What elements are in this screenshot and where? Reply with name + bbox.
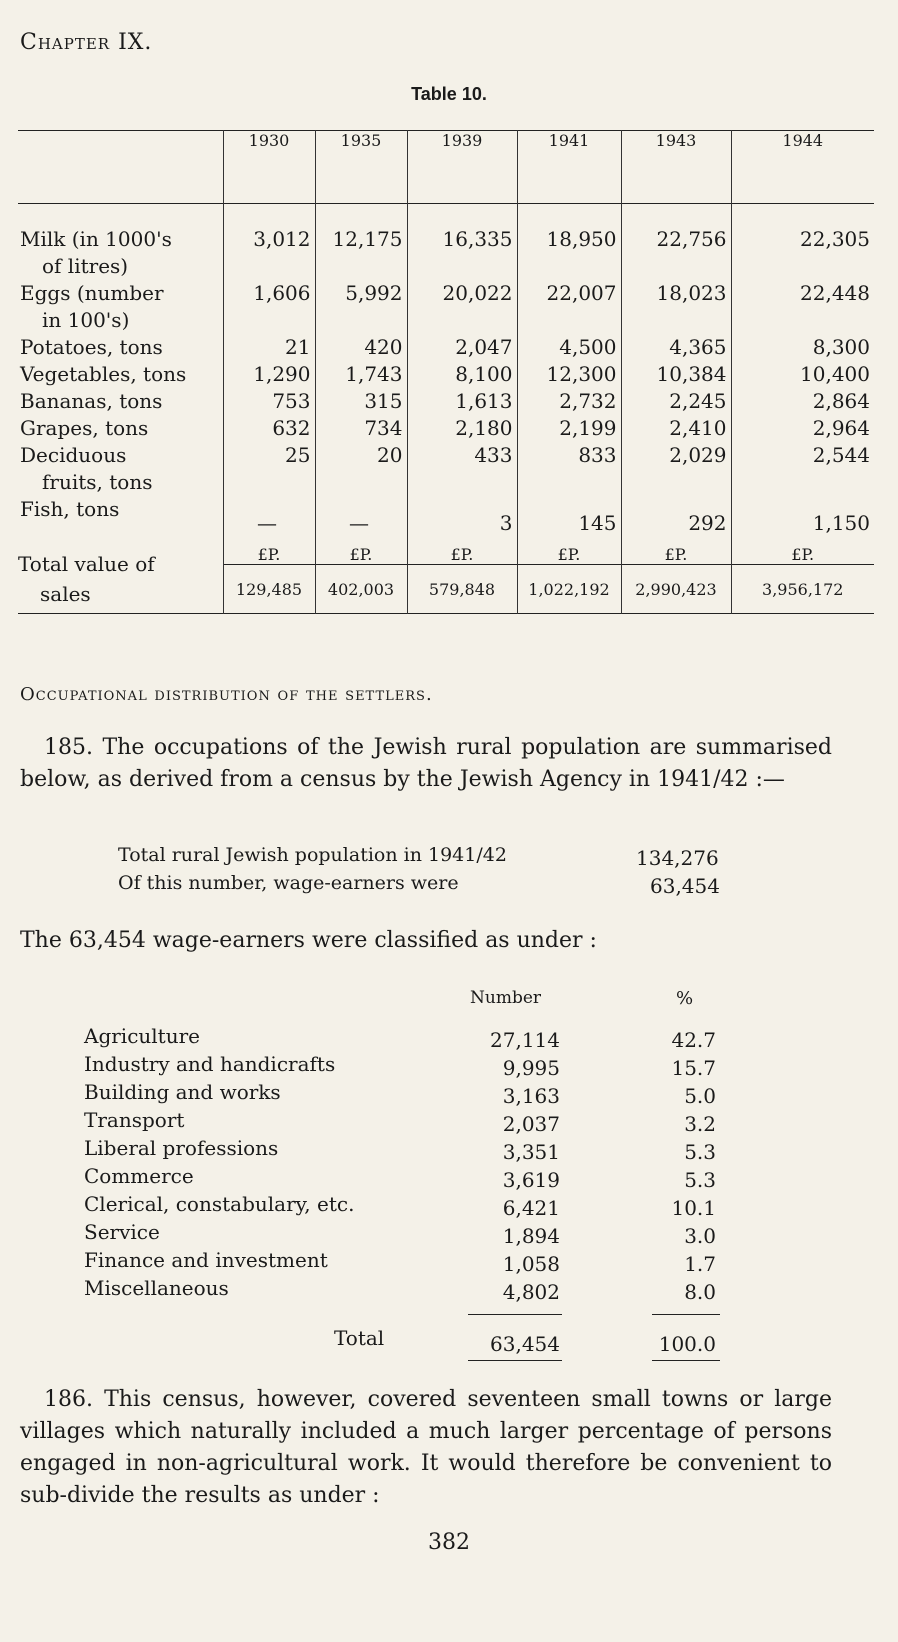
table-cell: 1,613 — [407, 388, 517, 415]
table-cell: 292 — [621, 496, 731, 545]
table-cell: 833 — [517, 442, 621, 496]
table-cell: 2,245 — [621, 388, 731, 415]
table-cell: — — [223, 496, 315, 545]
occupation-percent: 8.0 — [684, 1280, 716, 1304]
currency-row — [18, 545, 874, 565]
table-cell: 20,022 — [407, 280, 517, 334]
occupation-name: Miscellaneous — [84, 1276, 229, 1300]
section-heading: Occupational distribution of the settlers. — [20, 684, 433, 705]
occupation-total-label: Total — [334, 1326, 385, 1350]
occupation-number: 1,058 — [502, 1252, 560, 1276]
row-label: Eggs (number in 100's) — [20, 281, 164, 332]
occupation-percent: 1.7 — [684, 1252, 716, 1276]
table-cell: 420 — [315, 334, 407, 361]
year-header: 1943 — [621, 131, 731, 204]
table-row — [18, 361, 874, 388]
year-header: 1930 — [223, 131, 315, 204]
occupation-number: 3,163 — [502, 1084, 560, 1108]
occupation-percent: 5.0 — [684, 1084, 716, 1108]
table-cell: 734 — [315, 415, 407, 442]
table-cell: 22,305 — [731, 204, 874, 281]
occupation-name: Transport — [84, 1108, 185, 1132]
total-cell: 402,003 — [315, 565, 407, 614]
occupation-total-number: 63,454 — [490, 1332, 560, 1356]
occupation-name: Service — [84, 1220, 160, 1244]
total-underline — [652, 1360, 720, 1361]
table-cell: 4,365 — [621, 334, 731, 361]
table-cell: 22,756 — [621, 204, 731, 281]
table-cell: 2,732 — [517, 388, 621, 415]
population-total-value: 134,276 — [636, 846, 719, 870]
occupation-total-percent: 100.0 — [658, 1332, 716, 1356]
table-cell: 1,606 — [223, 280, 315, 334]
wage-earners-label: Of this number, wage-earners were — [118, 872, 459, 894]
occupation-name: Industry and handicrafts — [84, 1052, 336, 1076]
wage-earners-value: 63,454 — [650, 874, 720, 898]
total-cell: 1,022,192 — [517, 565, 621, 614]
total-label: Total value of sales — [18, 552, 155, 606]
occupation-number: 3,619 — [502, 1168, 560, 1192]
sum-rule — [468, 1314, 562, 1315]
occupation-name: Clerical, constabulary, etc. — [84, 1192, 355, 1216]
currency-cell: £P. — [407, 545, 517, 565]
row-label: Grapes, tons — [20, 416, 149, 440]
table-cell: 1,743 — [315, 361, 407, 388]
chapter-heading: Chapter IX. — [20, 30, 153, 55]
table-cell: 2,180 — [407, 415, 517, 442]
table-cell: 753 — [223, 388, 315, 415]
table-header-row — [18, 131, 874, 204]
table-row — [18, 334, 874, 361]
production-table — [18, 130, 874, 614]
occupation-percent: 3.0 — [684, 1224, 716, 1248]
occupation-number: 6,421 — [502, 1196, 560, 1220]
table-cell: 20 — [315, 442, 407, 496]
occupation-percent: 10.1 — [671, 1196, 716, 1220]
table-cell: 8,100 — [407, 361, 517, 388]
total-cell: 2,990,423 — [621, 565, 731, 614]
table-cell: — — [315, 496, 407, 545]
row-label: Potatoes, tons — [20, 335, 163, 359]
currency-cell: £P. — [731, 545, 874, 565]
table-cell: 22,448 — [731, 280, 874, 334]
row-label: Vegetables, tons — [20, 362, 187, 386]
table-cell: 12,300 — [517, 361, 621, 388]
table-cell: 5,992 — [315, 280, 407, 334]
occupation-name: Finance and investment — [84, 1248, 328, 1272]
table-cell: 4,500 — [517, 334, 621, 361]
occupation-name: Liberal professions — [84, 1136, 279, 1160]
table-cell: 2,410 — [621, 415, 731, 442]
occupation-number: 4,802 — [502, 1280, 560, 1304]
population-total-label: Total rural Jewish population in 1941/42 — [118, 844, 507, 866]
currency-cell: £P. — [621, 545, 731, 565]
table-cell: 12,175 — [315, 204, 407, 281]
table-cell: 8,300 — [731, 334, 874, 361]
table-cell: 2,199 — [517, 415, 621, 442]
currency-cell: £P. — [315, 545, 407, 565]
paragraph-185: 185. The occupations of the Jewish rural population are summarised below, as derived from a census by the Jewish Agency in 1941/42 :— — [20, 735, 832, 792]
column-header-percent: % — [676, 988, 694, 1009]
occupation-percent: 5.3 — [684, 1140, 716, 1164]
occupation-percent: 3.2 — [684, 1112, 716, 1136]
table-row — [18, 388, 874, 415]
table-cell: 3 — [407, 496, 517, 545]
table-cell: 315 — [315, 388, 407, 415]
row-label: Deciduous fruits, tons — [20, 443, 153, 494]
table-row — [18, 442, 874, 496]
total-underline — [468, 1360, 562, 1361]
currency-cell: £P. — [223, 545, 315, 565]
occupation-number: 9,995 — [502, 1056, 560, 1080]
table-row — [18, 280, 874, 334]
paragraph-186: 186. This census, however, covered seventeen small towns or large villages which naturally included a much larger percentage of persons engaged in non-agricultural work. It would therefore be convenient to sub-divide the results as under : — [20, 1387, 832, 1508]
header-blank — [18, 131, 223, 204]
table-cell: 1,290 — [223, 361, 315, 388]
table-cell: 16,335 — [407, 204, 517, 281]
occupation-percent: 5.3 — [684, 1168, 716, 1192]
occupation-number: 1,894 — [502, 1224, 560, 1248]
sum-rule — [652, 1314, 720, 1315]
occupation-number: 2,037 — [502, 1112, 560, 1136]
row-label: Milk (in 1000's of litres) — [20, 227, 172, 278]
classified-intro: The 63,454 wage-earners were classified as under : — [20, 928, 597, 953]
total-cell: 3,956,172 — [731, 565, 874, 614]
currency-cell: £P. — [517, 545, 621, 565]
total-cell: 129,485 — [223, 565, 315, 614]
occupation-number: 27,114 — [490, 1028, 560, 1052]
table-title: Table 10. — [411, 84, 487, 104]
row-label: Fish, tons — [20, 497, 120, 521]
table-cell: 632 — [223, 415, 315, 442]
table-cell: 21 — [223, 334, 315, 361]
table-cell: 25 — [223, 442, 315, 496]
table-row — [18, 496, 874, 545]
table-row — [18, 204, 874, 281]
table-cell: 18,023 — [621, 280, 731, 334]
occupation-percent: 15.7 — [671, 1056, 716, 1080]
table-cell: 2,047 — [407, 334, 517, 361]
year-header: 1935 — [315, 131, 407, 204]
table-cell: 433 — [407, 442, 517, 496]
total-cell: 579,848 — [407, 565, 517, 614]
table-cell: 22,007 — [517, 280, 621, 334]
year-header: 1939 — [407, 131, 517, 204]
year-header: 1941 — [517, 131, 621, 204]
table-cell: 2,864 — [731, 388, 874, 415]
column-header-number: Number — [470, 988, 542, 1008]
table-cell: 18,950 — [517, 204, 621, 281]
occupation-name: Agriculture — [84, 1024, 200, 1048]
occupation-name: Building and works — [84, 1080, 281, 1104]
table-cell: 3,012 — [223, 204, 315, 281]
occupation-number: 3,351 — [502, 1140, 560, 1164]
row-label: Bananas, tons — [20, 389, 163, 413]
table-cell: 145 — [517, 496, 621, 545]
occupation-percent: 42.7 — [671, 1028, 716, 1052]
table-cell: 10,384 — [621, 361, 731, 388]
table-cell: 2,029 — [621, 442, 731, 496]
page-number: 382 — [428, 1530, 470, 1555]
table-row — [18, 415, 874, 442]
table-cell: 10,400 — [731, 361, 874, 388]
occupation-name: Commerce — [84, 1164, 194, 1188]
year-header: 1944 — [731, 131, 874, 204]
table-cell: 2,964 — [731, 415, 874, 442]
table-cell: 1,150 — [731, 496, 874, 545]
table-cell: 2,544 — [731, 442, 874, 496]
